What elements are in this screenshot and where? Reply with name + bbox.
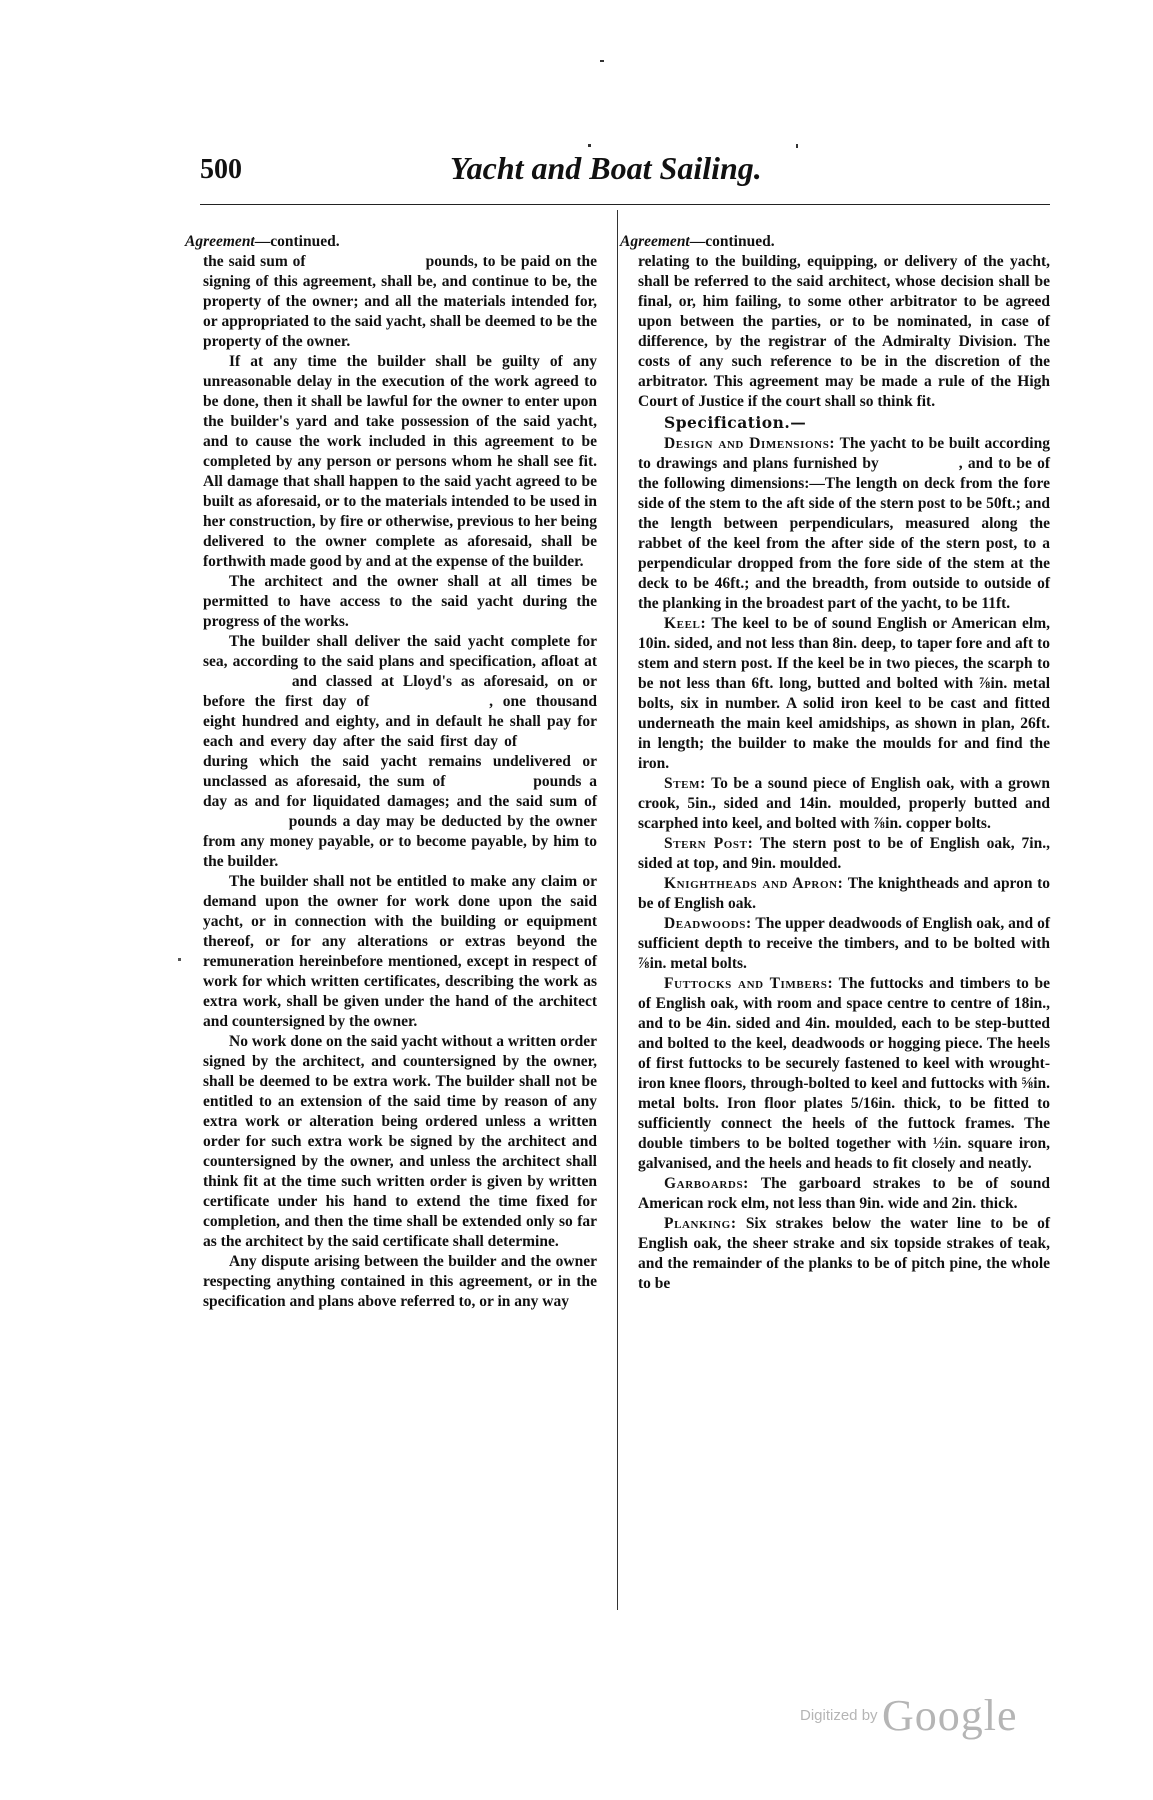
spec-design: Design and Dimensions: The yacht to be built according to drawings and plans furnished by , and to be of the following dimensions:—The length on deck from the fore side of the stem to the aft side of the stern post to be 50ft.; and the length between perpendiculars, measured along the rabbet of the keel from the after side of the stern post, to a perpendicular dropped from the fore side of the stem at the deck to be 46ft.; and the breadth, from outside to outside of the planking in the broadest part of the yacht, to be 11ft. <box>638 435 1050 612</box>
spec-futtocks: Futtocks and Timbers: The futtocks and timbers to be of English oak, with room and space centre to centre of 18in., and to be 4in. sided and 4in. moulded, each to be step-butted and bolted to the keel, deadwoods or hogging piece. The heels of first futtocks to be securely fastened to keel with wrought-iron knee floors, through-bolted to keel and futtocks with ⅝in. metal bolts. Iron floor plates 5/16in. thick, to be fitted to sufficiently connect the heels of the futtock frames. The double timbers to be bolted together with ½in. square iron, galvanised, and the heels and heads to fit closely and neatly. <box>638 975 1050 1172</box>
paragraph: relating to the building, equipping, or delivery of the yacht, shall be referred to the said architect, whose decision shall be final, or, him failing, to some other arbitrator to be agreed upon between the parties, or to be nominated, in case of difference, by the registrar of the Admiralty Division. The costs of any such reference to be in the discretion of the arbitrator. This agreement may be made a rule of the High Court of Justice if the court shall so think fit. <box>638 253 1050 410</box>
paragraph: Any dispute arising between the builder and the owner respecting anything contained in this agreement, or in the specification and plans above referred to, or in any way <box>203 1253 597 1310</box>
paragraph: The architect and the owner shall at all times be permitted to have access to the said yacht during the progress of the works. <box>203 573 597 630</box>
spec-knightheads: Knightheads and Apron: The knightheads and apron to be of English oak. <box>638 875 1050 912</box>
google-logo: Google <box>882 1691 1018 1740</box>
running-title: Yacht and Boat Sailing. <box>450 150 762 186</box>
google-watermark: Digitized by Google <box>800 1691 1018 1740</box>
specification-heading: Specification.— <box>664 413 807 432</box>
column-divider <box>617 210 618 1610</box>
continued-label: Agreement—continued. <box>620 233 775 250</box>
spec-deadwoods: Deadwoods: The upper deadwoods of English oak, and of sufficient depth to receive the timbers, and to be bolted with ⅞in. metal bolts. <box>638 915 1050 972</box>
page-number: 500 <box>200 154 242 185</box>
spec-stern-post: Stern Post: The stern post to be of English oak, 7in., sided at top, and 9in. moulded. <box>638 835 1050 872</box>
header-rule <box>200 204 1050 205</box>
spec-stem: Stem: To be a sound piece of English oak, with a grown crook, 5in., sided and 14in. moulded, properly butted and scarphed into keel, and bolted with ⅞in. copper bolts. <box>638 775 1050 832</box>
paragraph: The builder shall deliver the said yacht complete for sea, according to the said plans and specification, afloat at and classed at Lloyd's as aforesaid, on or before the first day of , one thousand eight hundred and eighty, and in default he shall pay for each and every day after the said first day of during which the said yacht remains undelivered or unclassed as aforesaid, the sum of pounds a day as and for liquidated damages; and the said sum of pounds a day may be deducted by the owner from any money payable, or to become payable, by him to the builder. <box>203 633 598 870</box>
paragraph: the said sum of pounds, to be paid on the signing of this agreement, shall be, and continue to be, the property of the owner; and all the materials intended for, or appropriated to the said yacht, shall be deemed to be the property of the owner. <box>203 253 597 350</box>
paragraph: If at any time the builder shall be guilty of any unreasonable delay in the execution of the work agreed to be done, then it shall be lawful for the owner to enter upon the builder's yard and take possession of the said yacht, and to cause the work included in this agreement to be completed by any person or persons whom he shall see fit. All damage that shall happen to the said yacht agreed to be built as aforesaid, or to the materials intended to be used in her construction, by fire or otherwise, previous to her being delivered to the owner complete as aforesaid, shall be forthwith made good by and at the expense of the builder. <box>203 353 597 570</box>
spec-keel: Keel: The keel to be of sound English or American elm, 10in. sided, and not less than 8in. deep, to taper fore and aft to stem and stern post. If the keel be in two pieces, the scarph to be not less than 6ft. long, butted and bolted with ⅞in. metal bolts, six in number. A solid iron keel to be cast and fitted underneath the main keel amidships, as shown in plan, 26ft. in length; the builder to make the moulds for and find the iron. <box>638 615 1050 772</box>
paragraph: No work done on the said yacht without a written order signed by the architect, and countersigned by the owner, shall be deemed to be extra work. The builder shall not be entitled to an extension of the said time by reason of any extra work or alteration being ordered unless a written order for such extra work be signed by the architect and countersigned by the owner, and unless the architect shall think fit at the time such written order is given by written certificate under his hand to extend the time fixed for completion, and then the time shall be extended only so far as the architect by the said certificate shall determine. <box>203 1033 597 1250</box>
continued-label: Agreement—continued. <box>185 233 340 250</box>
right-column <box>620 232 1050 1294</box>
left-column <box>185 232 598 1312</box>
spec-planking: Planking: Six strakes below the water line to be of English oak, the sheer strake and six topside strakes of teak, and the remainder of the planks to be of pitch pine, the whole to be <box>638 1215 1050 1292</box>
spec-garboards: Garboards: The garboard strakes to be of sound American rock elm, not less than 9in. wide and 2in. thick. <box>638 1175 1050 1212</box>
page-header <box>200 150 1050 194</box>
paragraph: The builder shall not be entitled to make any claim or demand upon the owner for work done upon the said yacht, or in connection with the building or equipment thereof, or for any alterations or extras beyond the remuneration hereinbefore mentioned, except in respect of work for which written certificates, describing the work as extra work, shall be given under the hand of the architect and countersigned by the owner. <box>203 873 597 1030</box>
